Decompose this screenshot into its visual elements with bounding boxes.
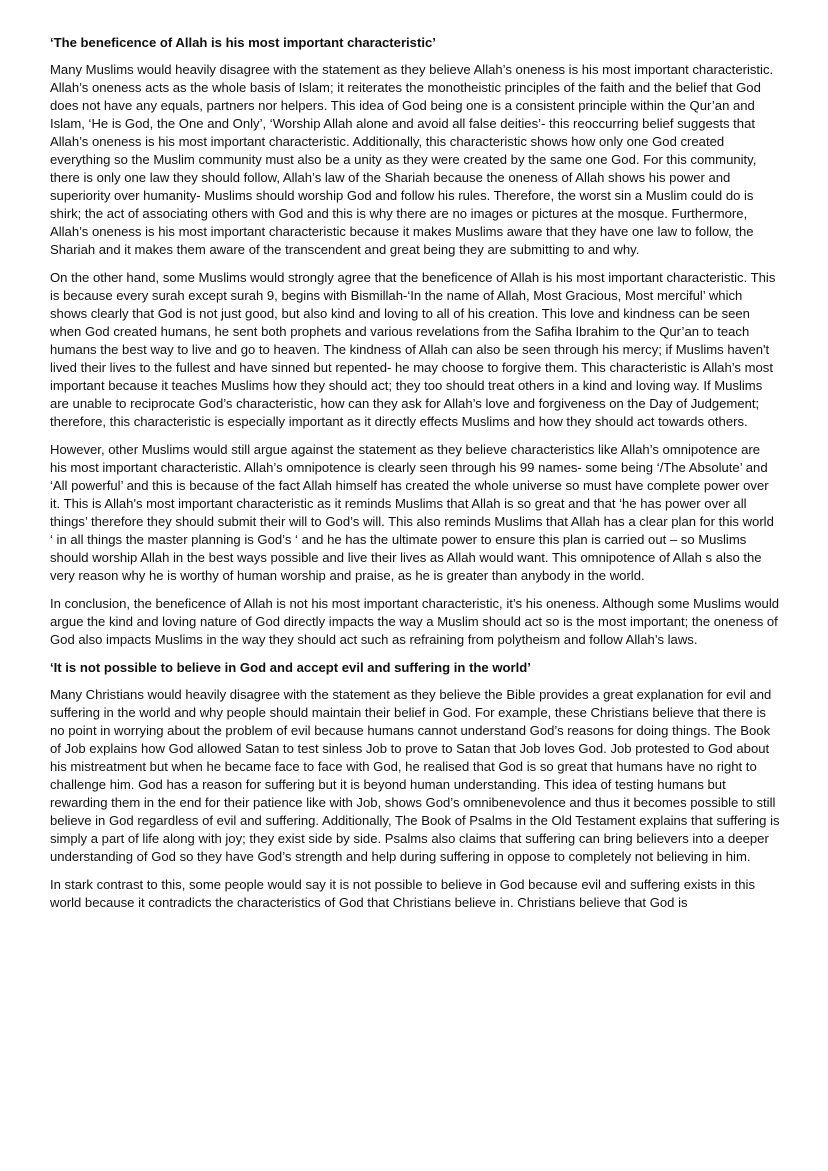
- section-1-paragraph-3: However, other Muslims would still argue against the statement as they believe characteristics like Allah’s omnipotence are his most important characteristic. Allah’s omnipotence is clearly seen through his 99 names- some being ‘/The Absolute’ and ‘All powerful’ and this is because of the fact Allah himself has created the whole universe so must have complete power over it. This is Allah's most important characteristic as it reminds Muslims that Allah is so great and that ‘he has power over all things’ therefore they should submit their will to God’s will. This also reminds Muslims that Allah has a clear plan for this world ‘ in all things the master planning is God’s ‘ and he has the ultimate power to ensure this plan is carried out – so Muslims should worship Allah in the best ways possible and live their lives as Allah would want. This omnipotence of Allah s also the very reason why he is worthy of human worship and praise, as he is greater than anybody in the world.: [50, 442, 774, 583]
- document-page: [50, 34, 780, 922]
- section-1-paragraph-2: On the other hand, some Muslims would strongly agree that the beneficence of Allah is his most important characteristic. This is because every surah except surah 9, begins with Bismillah-‘In the name of Allah, Most Gracious, Most merciful’ which shows clearly that God is not just good, but also kind and loving to all of his creation. This love and kindness can be seen when God created humans, he sent both prophets and various revelations from the Safiha Ibrahim to the Qur’an to teach humans the best way to live and go to heaven. The kindness of Allah can also be seen through his mercy; if Muslims haven't lived their lives to the fullest and have sinned but repented- he may choose to forgive them. This characteristic is Allah’s most important because it teaches Muslims how they should act; they too should treat others in a kind and loving way. If Muslims are unable to reciprocate God’s characteristic, how can they ask for Allah’s love and forgiveness on the Day of Judgement; therefore, this characteristic is especially important as it directly effects Muslims and how they should act towards others.: [50, 270, 776, 429]
- section-2-paragraph-2: In stark contrast to this, some people would say it is not possible to believe in God because evil and suffering exists in this world because it contradicts the characteristics of God that Christians believe in. Christians believe that God is: [50, 877, 756, 910]
- section-1-paragraph-1: Many Muslims would heavily disagree with the statement as they believe Allah’s oneness is his most important characteristic. Allah’s oneness acts as the whole basis of Islam; it reiterates the monotheistic principles of the faith and the belief that God does not have any equals, partners nor helpers. This idea of God being one is a consistent principle within the Qur’an and Islam, ‘He is God, the One and Only’, ‘Worship Allah alone and avoid all false deities’- this reoccurring belief suggests that Allah’s oneness is his most important characteristic. Additionally, this characteristic shows how only one God created everything so the Muslim community must also be a unity as they were created by the same one God. For this community, there is only one law they should follow, Allah’s law of the Shariah because the oneness of Allah shows his power and superiority over humanity- Muslims should worship God and follow his rules. Therefore, the worst sin a Muslim could do is shirk; the act of associating others with God and this is why there are no images or pictures at the mosque. Furthermore, Allah’s oneness is his most important characteristic because it makes Muslims aware that they have one law to follow, the Shariah and it makes them aware of the transcendent and great being they are submitting to and why.: [50, 62, 774, 257]
- section-2-paragraph-1: Many Christians would heavily disagree with the statement as they believe the Bible provides a great explanation for evil and suffering in the world and why people should maintain their belief in God. For example, these Christians believe that there is no point in worrying about the problem of evil because humans cannot understand God’s reasons for doing things. The Book of Job explains how God allowed Satan to test sinless Job to prove to Satan that Job loves God. Job protested to God about his mistreatment but when he became face to face with God, he realised that God is so great that humans have no right to challenge him. God has a reason for suffering but it is beyond human understanding. This idea of testing humans but rewarding them in the end for their patience like with Job, shows God’s omnibenevolence and thus it becomes possible to still believe in God regardless of evil and suffering. Additionally, The Book of Psalms in the Old Testament explains that suffering is simply a part of life along with joy; they exist side by side. Psalms also claims that suffering can bring believers into a deeper understanding of God so they have God’s strength and help during suffering in oppose to completely not believing in him.: [50, 687, 780, 864]
- section-1-paragraph-4: In conclusion, the beneficence of Allah is not his most important characteristic, it’s his oneness. Although some Muslims would argue the kind and loving nature of God directly impacts the way a Muslim should act so is the most important; the oneness of God also impacts Muslims in the way they should act such as refraining from polytheism and follow Allah’s laws.: [50, 596, 780, 647]
- section-2-heading: ‘It is not possible to believe in God and accept evil and suffering in the world’: [50, 660, 531, 675]
- section-1-heading: ‘The beneficence of Allah is his most important characteristic’: [50, 35, 436, 50]
